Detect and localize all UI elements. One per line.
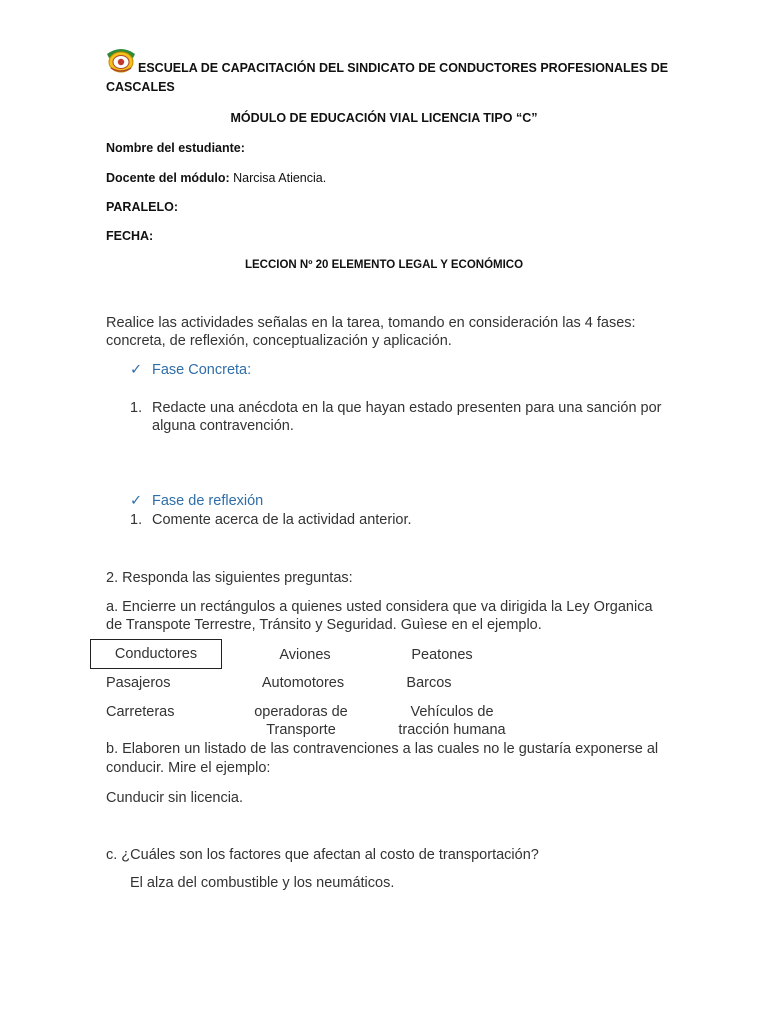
intro-line1: Realice las actividades señalas en la tarea, tomando en consideración las 4 fases: [106, 315, 636, 331]
option-automotores: Automotores [261, 675, 345, 691]
teacher-label: Docente del módulo: [106, 171, 230, 185]
student-name-label: Nombre del estudiante: [106, 141, 245, 155]
teacher-line [106, 171, 326, 185]
phase-concrete-item-line1: Redacte una anécdota en la que hayan estado presenten para una sanción por [152, 400, 662, 416]
option-peatones: Peatones [411, 647, 473, 663]
phase-concrete-item-line2: alguna contravención. [152, 418, 294, 434]
option-aviones: Aviones [279, 647, 331, 663]
question2a-line1: a. Encierre un rectángulos a quienes usted considera que va dirigida la Ley Organica [106, 599, 653, 615]
parallel-label: PARALELO: [106, 200, 178, 214]
teacher-value: Narcisa Atiencia. [233, 171, 327, 185]
option-operadoras-line2: Transporte [266, 722, 336, 738]
check-icon: ✓ [130, 362, 143, 378]
question2c-answer: El alza del combustible y los neumáticos. [130, 875, 395, 891]
question2b-line2: conducir. Mire el ejemplo: [106, 760, 271, 776]
question2-heading: 2. Responda las siguientes preguntas: [106, 570, 353, 586]
check-icon: ✓ [130, 493, 143, 509]
phase-reflection-label: Fase de reflexión [152, 493, 264, 509]
school-logo [105, 46, 137, 74]
option-carreteras: Carreteras [106, 704, 175, 720]
module-title: MÓDULO DE EDUCACIÓN VIAL LICENCIA TIPO “C” [230, 111, 538, 125]
option-barcos: Barcos [406, 675, 452, 691]
option-pasajeros: Pasajeros [106, 675, 171, 691]
date-label: FECHA: [106, 229, 154, 243]
phase-concrete-label: Fase Concreta: [152, 362, 252, 378]
phase-reflection-item-number: 1. [130, 512, 143, 528]
question2b-line1: b. Elaboren un listado de las contravenciones a las cuales no le gustaría exponerse al [106, 741, 659, 757]
intro-line2: concreta, de reflexión, conceptualización y aplicación. [106, 333, 452, 349]
lesson-title: LECCION Nº 20 ELEMENTO LEGAL Y ECONÓMICO [244, 259, 524, 271]
option-operadoras-line1: operadoras de [254, 704, 348, 720]
question2c-text: c. ¿Cuáles son los factores que afectan al costo de transportación? [106, 847, 539, 863]
option-vehiculos-line1: Vehículos de [410, 704, 494, 720]
option-vehiculos-line2: tracción humana [398, 722, 506, 738]
school-name-line1: ESCUELA DE CAPACITACIÓN DEL SINDICATO DE CONDUCTORES PROFESIONALES DE [138, 61, 669, 75]
option-conductores-boxed: Conductores [90, 639, 222, 669]
phase-reflection-item-text: Comente acerca de la actividad anterior. [152, 512, 412, 528]
phase-concrete-item-number: 1. [130, 400, 143, 416]
school-name-line2: CASCALES [106, 80, 175, 94]
question2b-answer: Cunducir sin licencia. [106, 790, 244, 806]
question2a-line2: de Transpote Terrestre, Tránsito y Seguridad. Guìese en el ejemplo. [106, 617, 542, 633]
